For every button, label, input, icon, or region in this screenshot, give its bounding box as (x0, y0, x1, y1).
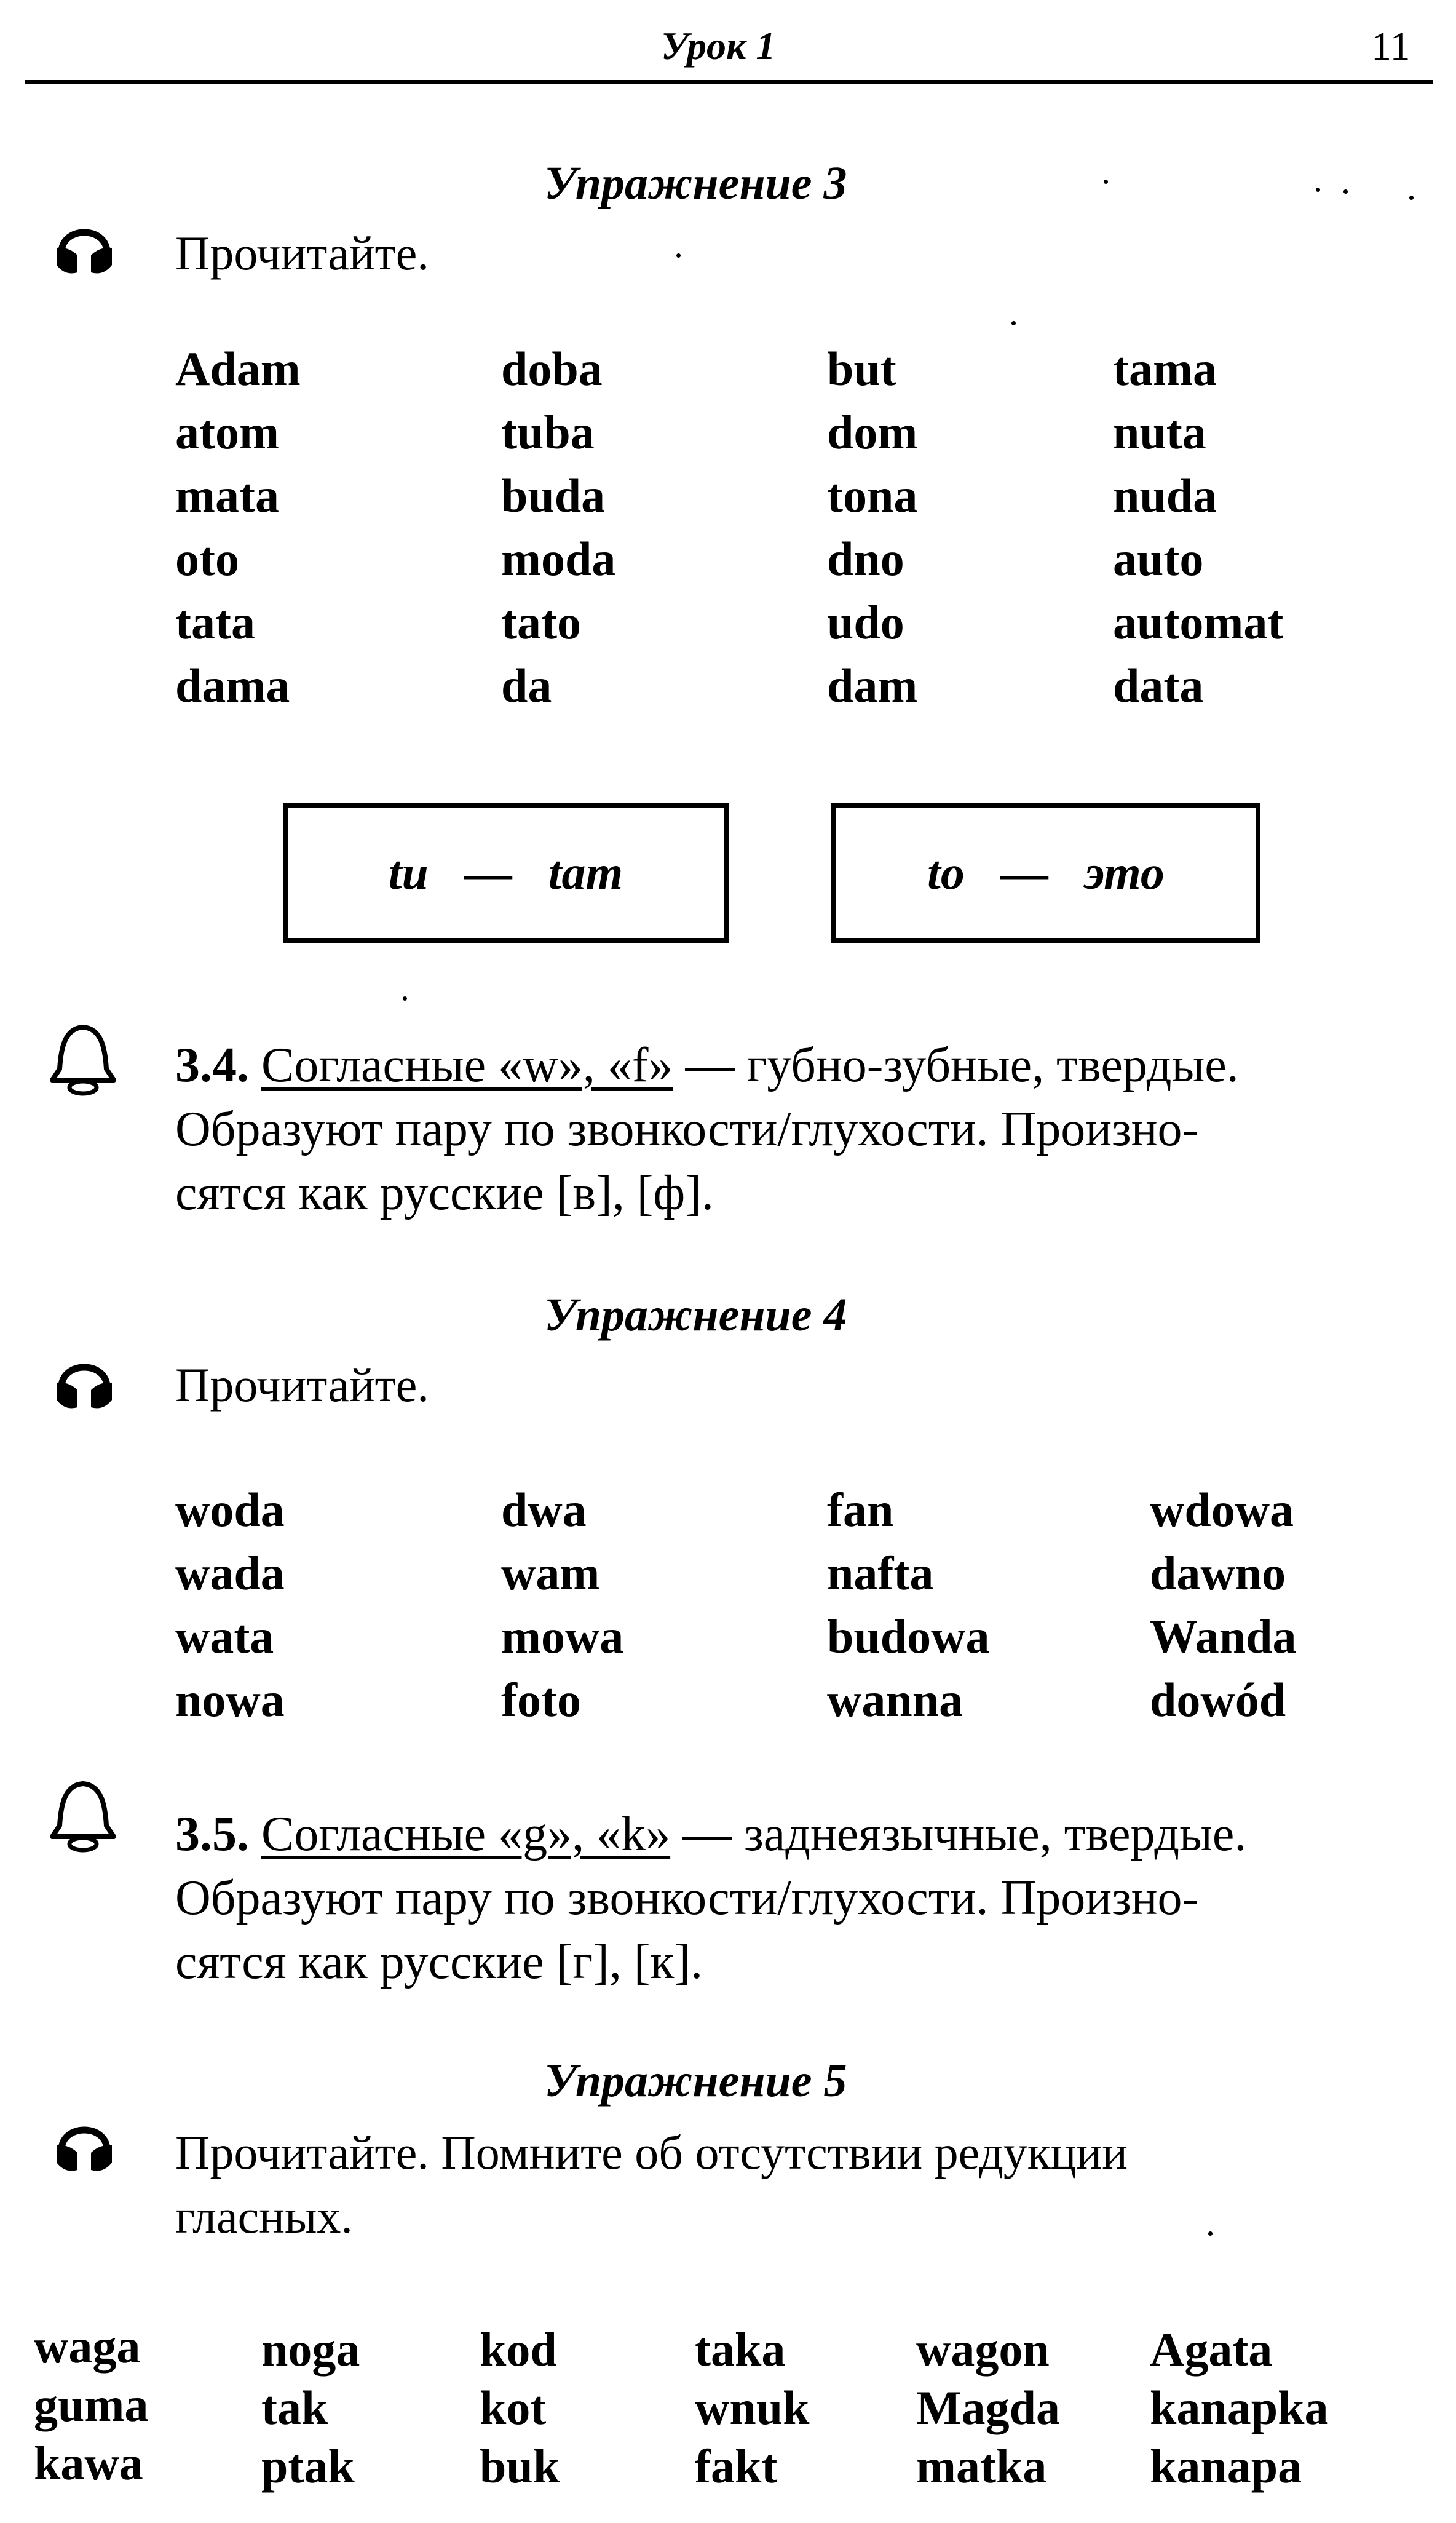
word: mata (175, 469, 279, 522)
word: tata (175, 595, 255, 649)
word: tuba (501, 405, 595, 459)
word: wagon (916, 2322, 1050, 2376)
word: Wanda (1150, 1610, 1297, 1663)
word: wanna (827, 1673, 963, 1726)
rule-3-5-line2: Образуют пару по звонкости/глухости. Произно- (175, 1871, 1199, 1925)
word: oto (175, 532, 239, 586)
word: dwa (501, 1483, 587, 1536)
word: dawno (1150, 1546, 1286, 1600)
header-divider (25, 80, 1433, 84)
rule-number: 3.5. (175, 1807, 249, 1861)
vocab-box-tu-tam (283, 803, 729, 943)
word: kanapa (1150, 2439, 1302, 2493)
word: fan (827, 1483, 894, 1536)
word: nuta (1113, 405, 1206, 459)
word: dam (827, 659, 918, 712)
page-number: 11 (1371, 24, 1410, 69)
word: nuda (1113, 469, 1217, 522)
rule-number: 3.4. (175, 1038, 249, 1092)
exercise-5-instruction-line2: гласных. (175, 2190, 353, 2243)
rule-3-5 (175, 1802, 1433, 1994)
rule-text: — губно-зубные, твердые. (673, 1038, 1239, 1092)
word: wada (175, 1546, 285, 1600)
word: tona (827, 469, 918, 522)
headphones-icon (50, 2110, 118, 2177)
word: ptak (261, 2439, 355, 2493)
rule-text: — заднеязычные, твердые. (670, 1807, 1247, 1861)
scan-speck (1316, 188, 1320, 192)
word: fakt (695, 2439, 778, 2493)
word: guma (34, 2378, 149, 2431)
rule-3-4-line1 (175, 1033, 1433, 1097)
word: foto (501, 1673, 581, 1726)
vocab-box-text: tu — tam (388, 846, 623, 899)
scan-speck (1011, 321, 1016, 325)
exercise-3-title: Упражнение 3 (544, 157, 847, 209)
word: nowa (175, 1673, 285, 1726)
scan-speck (1409, 196, 1414, 200)
word: buk (480, 2439, 560, 2493)
word: dama (175, 659, 290, 712)
rule-heading-underlined: Согласные «w», «f» (261, 1038, 673, 1092)
word: wata (175, 1610, 274, 1663)
exercise-4-instruction: Прочитайте. (175, 1358, 429, 1412)
word: moda (501, 532, 616, 586)
word: budowa (827, 1610, 990, 1663)
rule-heading-underlined: Согласные «g», «k» (261, 1807, 671, 1861)
bell-icon (46, 1778, 120, 1854)
word: but (827, 342, 896, 395)
headphones-icon (50, 1347, 118, 1415)
word: wdowa (1150, 1483, 1294, 1536)
rule-3-4-line3: сятся как русские [в], [ф]. (175, 1166, 714, 1220)
exercise-5-instruction-line1: Прочитайте. Помните об отсутствии редукции (175, 2126, 1128, 2179)
word: dno (827, 532, 904, 586)
word: buda (501, 469, 606, 522)
bell-icon (46, 1021, 120, 1098)
scan-speck (403, 996, 407, 1001)
word: wam (501, 1546, 600, 1600)
word: waga (34, 2319, 141, 2373)
scan-speck (676, 253, 681, 258)
word: kanapka (1150, 2381, 1329, 2434)
word: kod (480, 2322, 557, 2376)
word: Adam (175, 342, 301, 395)
rule-3-5-line1 (175, 1802, 1433, 1866)
word: Agata (1150, 2322, 1273, 2376)
page-header-title: Урок 1 (661, 24, 776, 68)
word: dom (827, 405, 918, 459)
scan-speck (1208, 2231, 1213, 2236)
rule-3-4-line2: Образуют пару по звонкости/глухости. Произно- (175, 1102, 1199, 1156)
word: tak (261, 2381, 328, 2434)
word: Magda (916, 2381, 1060, 2434)
word: tama (1113, 342, 1217, 395)
word: tato (501, 595, 581, 649)
scan-speck (1343, 189, 1348, 194)
word: dowód (1150, 1673, 1286, 1726)
word: atom (175, 405, 279, 459)
word: udo (827, 595, 904, 649)
word: woda (175, 1483, 285, 1536)
headphones-icon (50, 212, 118, 280)
word: da (501, 659, 552, 712)
word: automat (1113, 595, 1284, 649)
word: wnuk (695, 2381, 810, 2434)
word: matka (916, 2439, 1047, 2493)
exercise-4-title: Упражнение 4 (544, 1289, 847, 1341)
rule-3-4 (175, 1033, 1433, 1225)
word: noga (261, 2322, 360, 2376)
word: data (1113, 659, 1204, 712)
vocab-box-to-eto (831, 803, 1260, 943)
word: nafta (827, 1546, 934, 1600)
word: kawa (34, 2436, 143, 2490)
vocab-box-text: to — это (927, 846, 1165, 899)
rule-3-5-line3: сятся как русские [г], [к]. (175, 1935, 703, 1989)
word: doba (501, 342, 603, 395)
scan-speck (1104, 180, 1108, 184)
word: mowa (501, 1610, 624, 1663)
exercise-3-instruction: Прочитайте. (175, 226, 429, 280)
word: kot (480, 2381, 547, 2434)
word: auto (1113, 532, 1204, 586)
word: taka (695, 2322, 786, 2376)
exercise-5-title: Упражнение 5 (544, 2055, 847, 2107)
